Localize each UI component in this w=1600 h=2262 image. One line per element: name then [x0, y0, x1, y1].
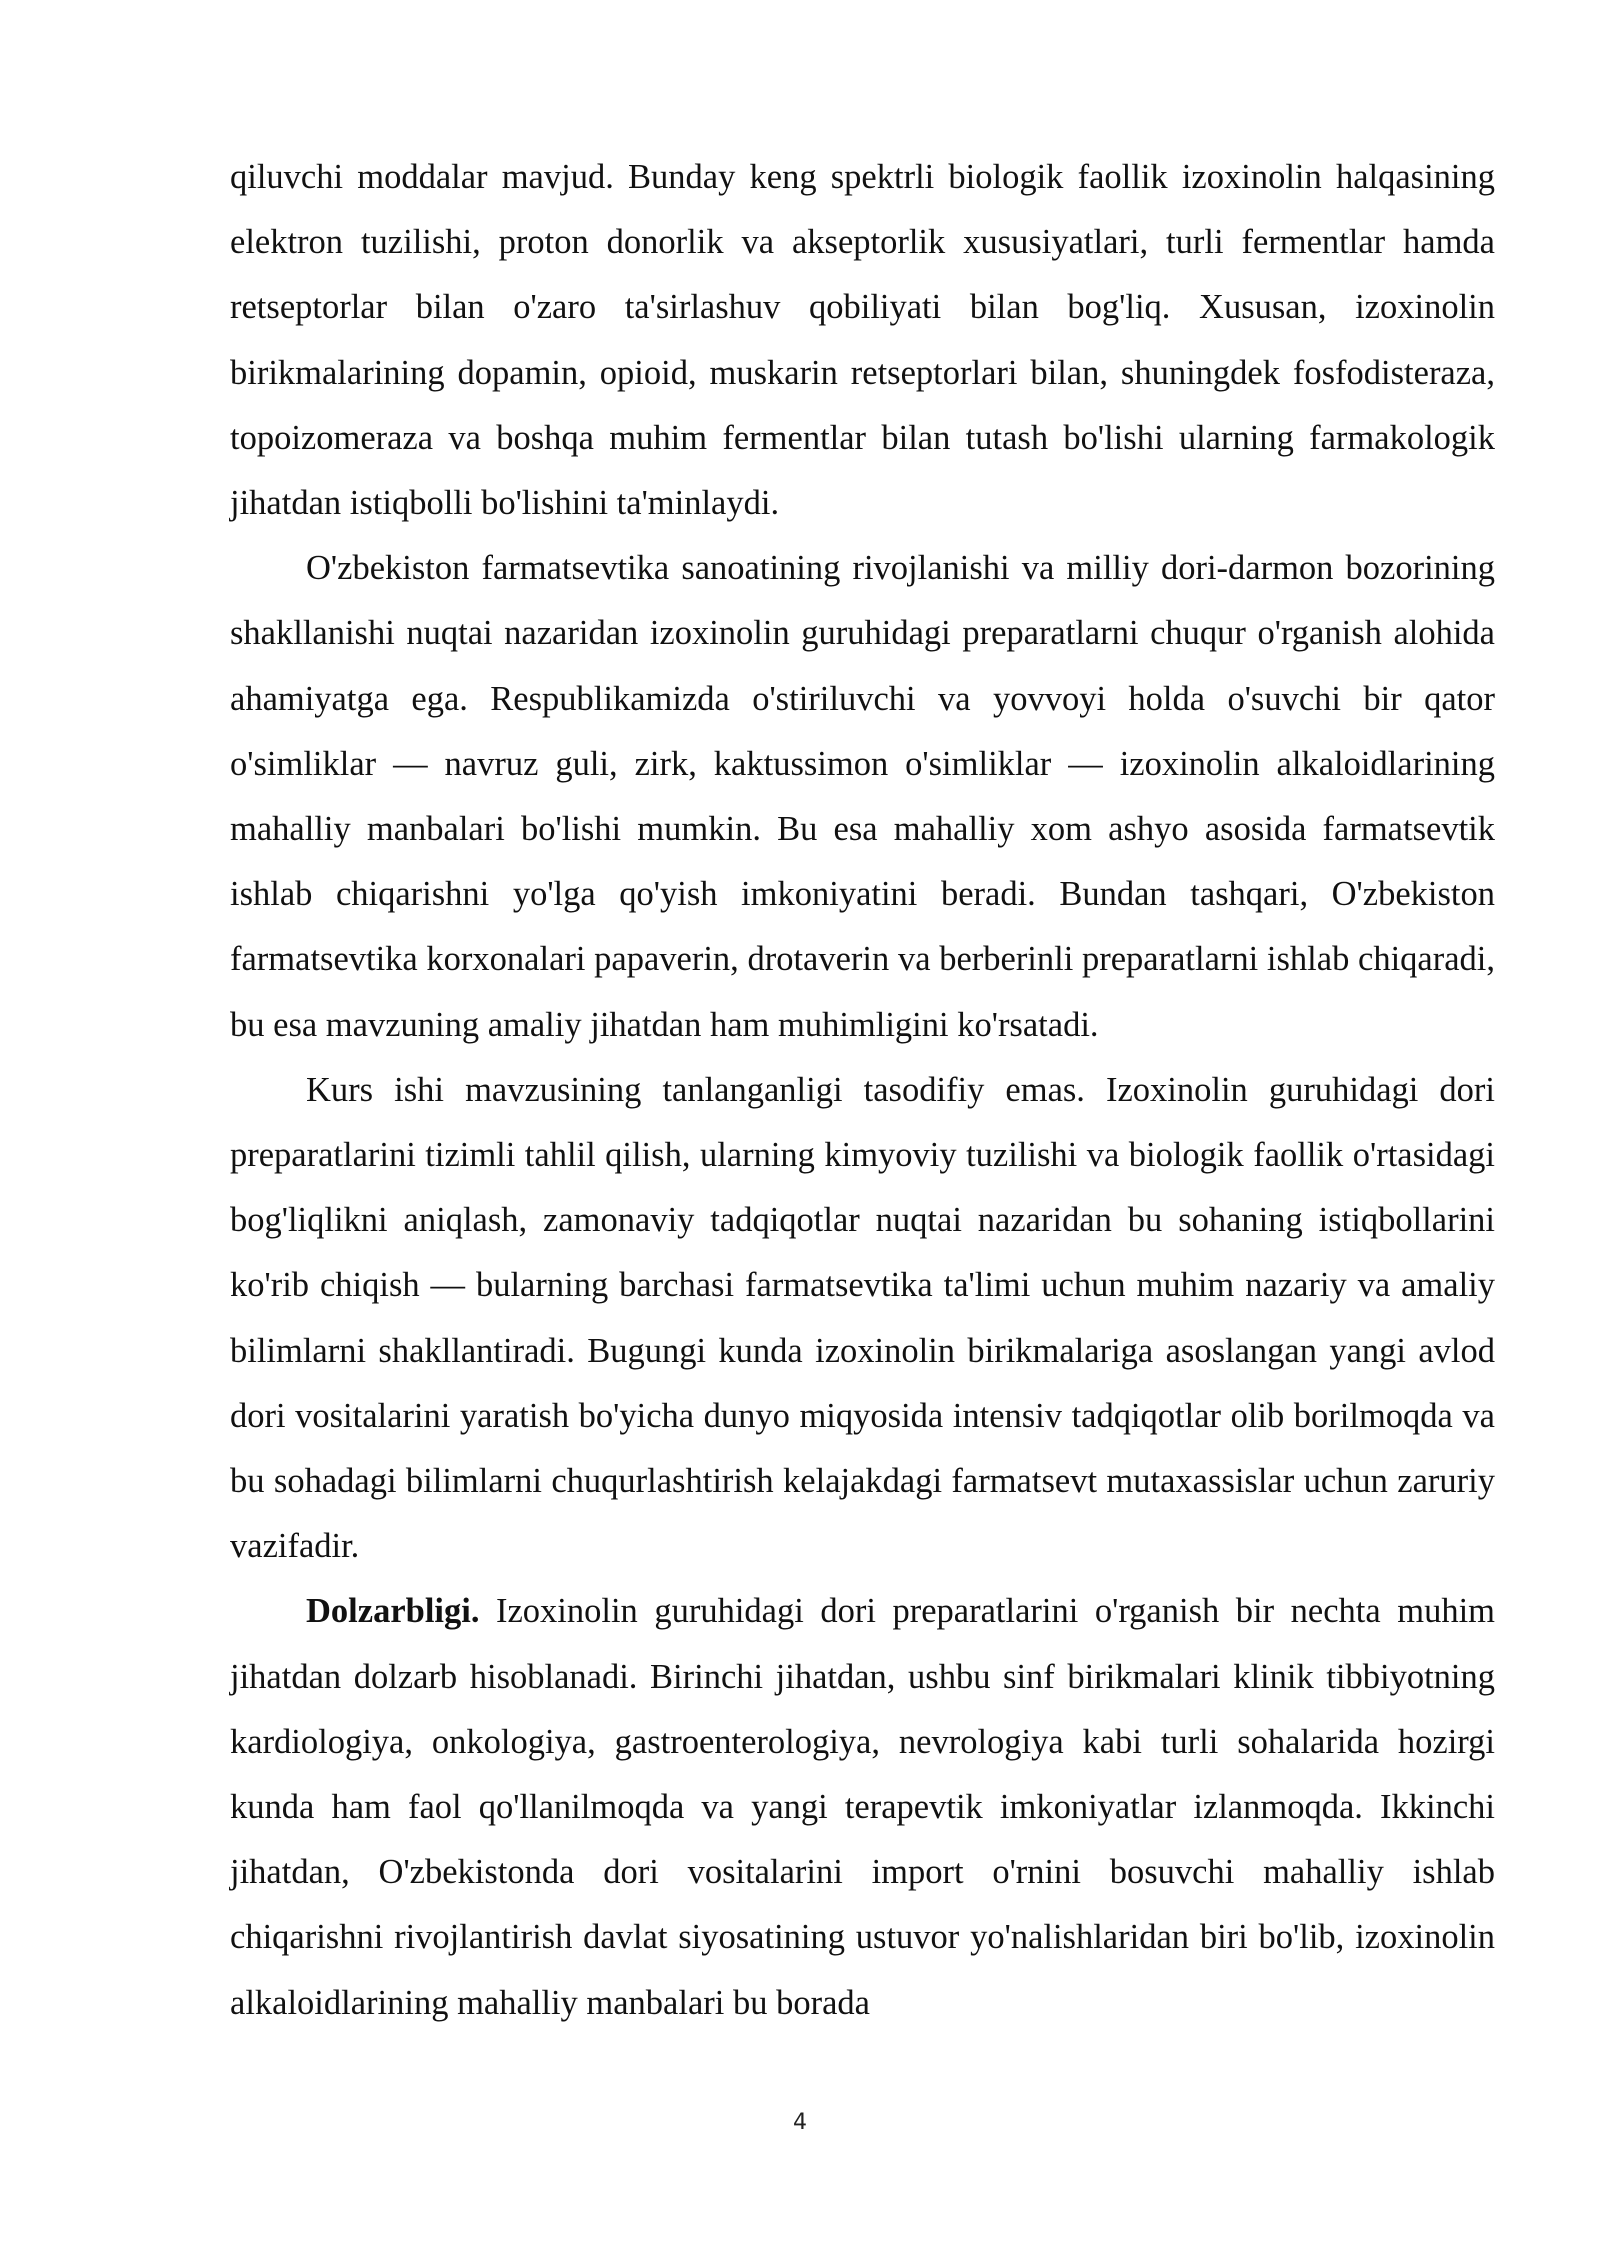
paragraph-1-text: qiluvchi moddalar mavjud. Bunday keng spektrli biologik faollik izoxinolin halqasining elektron tuzilishi, proton donorlik va akseptorlik xususiyatlari, turli fermentlar hamda retseptorlar bilan o'zaro ta'sirlashuv qobiliyati bilan bog'liq. Xususan, izoxinolin birikmalarining dopamin, opioid, muskarin retseptorlari bilan, shuningdek fosfodisteraza, topoizomeraza va boshqa muhim fermentlar bilan tutash bo'lishi ularning farmakologik jihatdan istiqbolli bo'lishini ta'minlaydi.	[230, 158, 1495, 523]
paragraph-4	[230, 1579, 1495, 2035]
body-text	[230, 145, 1495, 2036]
paragraph-4-text: Izoxinolin guruhidagi dori preparatlarini o'rganish bir nechta muhim jihatdan dolzarb hisoblanadi. Birinchi jihatdan, ushbu sinf birikmalari klinik tibbiyotning kardiologiya, onkologiya, gastroenterologiya, nevrologiya kabi turli sohalarida hozirgi kunda ham faol qo'llanilmoqda va yangi terapevtik imkoniyatlar izlanmoqda. Ikkinchi jihatdan, O'zbekistonda dori vositalarini import o'rnini bosuvchi mahalliy ishlab chiqarishni rivojlantirish davlat siyosatining ustuvor yo'nalishlaridan biri bo'lib, izoxinolin alkaloidlarining mahalliy manbalari bu borada	[230, 1592, 1495, 2022]
paragraph-2-text: O'zbekiston farmatsevtika sanoatining rivojlanishi va milliy dori-darmon bozorining shakllanishi nuqtai nazaridan izoxinolin guruhidagi preparatlarni chuqur o'rganish alohida ahamiyatga ega. Respublikamizda o'stiriluvchi va yovvoyi holda o'suvchi bir qator o'simliklar — navruz guli, zirk, kaktussimon o'simliklar — izoxinolin alkaloidlarining mahalliy manbalari bo'lishi mumkin. Bu esa mahalliy xom ashyo asosida farmatsevtik ishlab chiqarishni yo'lga qo'yish imkoniyatini beradi. Bundan tashqari, O'zbekiston farmatsevtika korxonalari papaverin, drotaverin va berberinli preparatlarni ishlab chiqaradi, bu esa mavzuning amaliy jihatdan ham muhimligini ko'rsatadi.	[230, 549, 1495, 1044]
paragraph-3-text: Kurs ishi mavzusining tanlanganligi tasodifiy emas. Izoxinolin guruhidagi dori preparatlarini tizimli tahlil qilish, ularning kimyoviy tuzilishi va biologik faollik o'rtasidagi bog'liqlikni aniqlash, zamonaviy tadqiqotlar nuqtai nazaridan bu sohaning istiqbollarini ko'rib chiqish — bularning barchasi farmatsevtika ta'limi uchun muhim nazariy va amaliy bilimlarni shakllantiradi. Bugungi kunda izoxinolin birikmalariga asoslangan yangi avlod dori vositalarini yaratish bo'yicha dunyo miqyosida intensiv tadqiqotlar olib borilmoqda va bu sohadagi bilimlarni chuqurlashtirish kelajakdagi farmatsevt mutaxassislar uchun zaruriy vazifadir.	[230, 1070, 1495, 1566]
paragraph-4-heading: Dolzarbligi.	[306, 1592, 480, 1631]
page-number: 4	[793, 2110, 807, 2135]
paragraph-3	[230, 1058, 1495, 1580]
paragraph-1	[230, 145, 1495, 536]
paragraph-2	[230, 536, 1495, 1058]
